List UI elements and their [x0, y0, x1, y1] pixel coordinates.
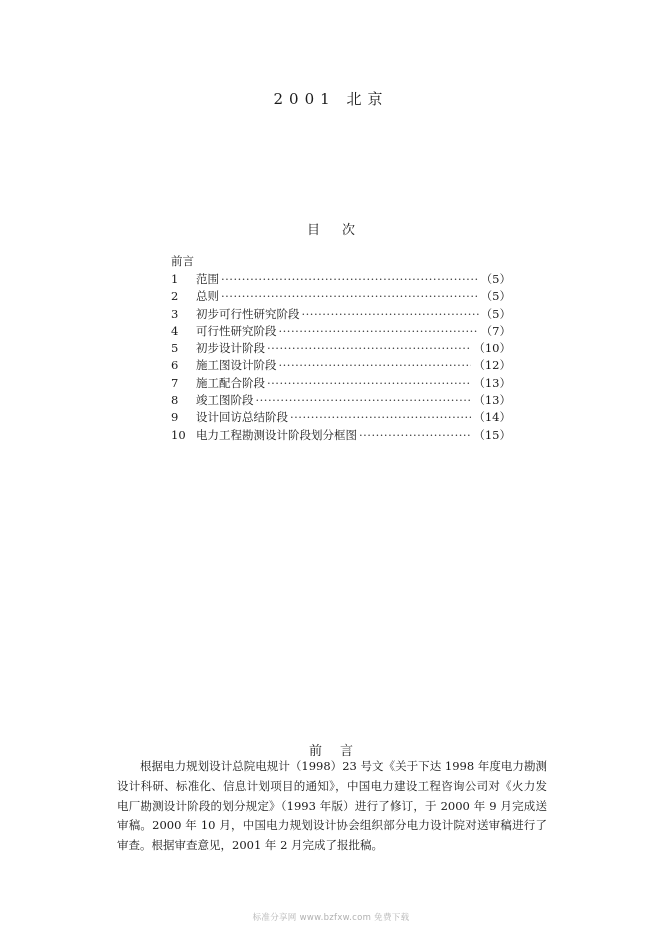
toc-entry-page: （5）: [480, 306, 511, 321]
toc-entry-title: 设计回访总结阶段: [196, 410, 288, 425]
toc-entry-number: 7: [171, 375, 179, 390]
table-of-contents: [171, 252, 511, 444]
toc-entry-number: 8: [171, 393, 179, 408]
toc-entry: [171, 306, 511, 323]
toc-entry: [171, 375, 511, 392]
toc-entry: [171, 323, 511, 340]
toc-entry-title: 范围: [196, 272, 219, 286]
toc-entry: [171, 409, 511, 426]
toc-entry-number: 9: [171, 410, 179, 425]
toc-leader-dots: [359, 427, 471, 444]
toc-entry: [171, 392, 511, 409]
toc-preface-entry: 前言: [171, 254, 194, 268]
toc-entry-page: （15）: [473, 427, 511, 442]
toc-title: 目次: [306, 223, 377, 238]
toc-entry-page: （5）: [480, 272, 511, 286]
toc-entry-title: 施工图设计阶段: [196, 358, 277, 373]
document-year-city: 2001 北京: [273, 90, 389, 108]
toc-entry-title: 电力工程勘测设计阶段划分框图: [196, 427, 357, 442]
toc-entry-number: 2: [171, 289, 179, 304]
toc-entry-title: 初步可行性研究阶段: [196, 306, 300, 321]
foreword-paragraph: 根据电力规划设计总院电规计（1998）23 号文《关于下达 1998 年度电力勘测设计科研、标准化、信息计划项目的通知》，中国电力建设工程咨询公司对《火力发电厂勘测设计阶段的划分规定》（1993 年版）进行了修订，于 2000 年 9 月完成送审稿。2000 年 10 月，中国电力规划设计协会组织部分电力设计院对送审稿进行了审查。根据审查意见，2001 年 2 月完成了报批稿。: [117, 759, 547, 853]
toc-entry: [171, 340, 511, 357]
toc-entry: [171, 427, 511, 444]
toc-leader-dots: [279, 357, 472, 374]
toc-entry-title: 可行性研究阶段: [196, 323, 277, 338]
toc-entry-number: 10: [171, 427, 186, 442]
toc-entry-page: （13）: [473, 393, 511, 408]
toc-leader-dots: [267, 340, 471, 357]
toc-entry-title: 总则: [196, 289, 219, 304]
toc-entry-number: 4: [171, 323, 179, 338]
toc-entry-number: 5: [171, 341, 179, 356]
toc-entry-page: （12）: [473, 358, 511, 373]
toc-leader-dots: [221, 288, 479, 305]
toc-entry-page: （13）: [473, 375, 511, 390]
toc-entry-title: 竣工图阶段: [196, 393, 254, 408]
footer-watermark: 标准分享网 www.bzfxw.com 免费下载: [252, 913, 410, 923]
toc-leader-dots: [290, 409, 471, 426]
toc-entry-number: 6: [171, 358, 179, 373]
toc-entry-page: （7）: [480, 323, 511, 338]
toc-leader-dots: [279, 323, 479, 340]
toc-entry: [171, 271, 511, 288]
foreword-title: 前言: [308, 744, 371, 759]
toc-leader-dots: [302, 306, 479, 323]
toc-entry-number: 3: [171, 306, 179, 321]
toc-entry: [171, 357, 511, 374]
toc-leader-dots: [256, 392, 472, 409]
toc-entry-page: （10）: [473, 341, 511, 356]
toc-entry-page: （5）: [480, 289, 511, 304]
toc-leader-dots: [267, 375, 471, 392]
toc-leader-dots: [221, 271, 479, 288]
toc-entry: [171, 288, 511, 305]
toc-entry-page: （14）: [473, 410, 511, 425]
toc-entry-title: 初步设计阶段: [196, 341, 265, 356]
toc-entry-number: 1: [171, 272, 179, 286]
toc-entry-title: 施工配合阶段: [196, 375, 265, 390]
